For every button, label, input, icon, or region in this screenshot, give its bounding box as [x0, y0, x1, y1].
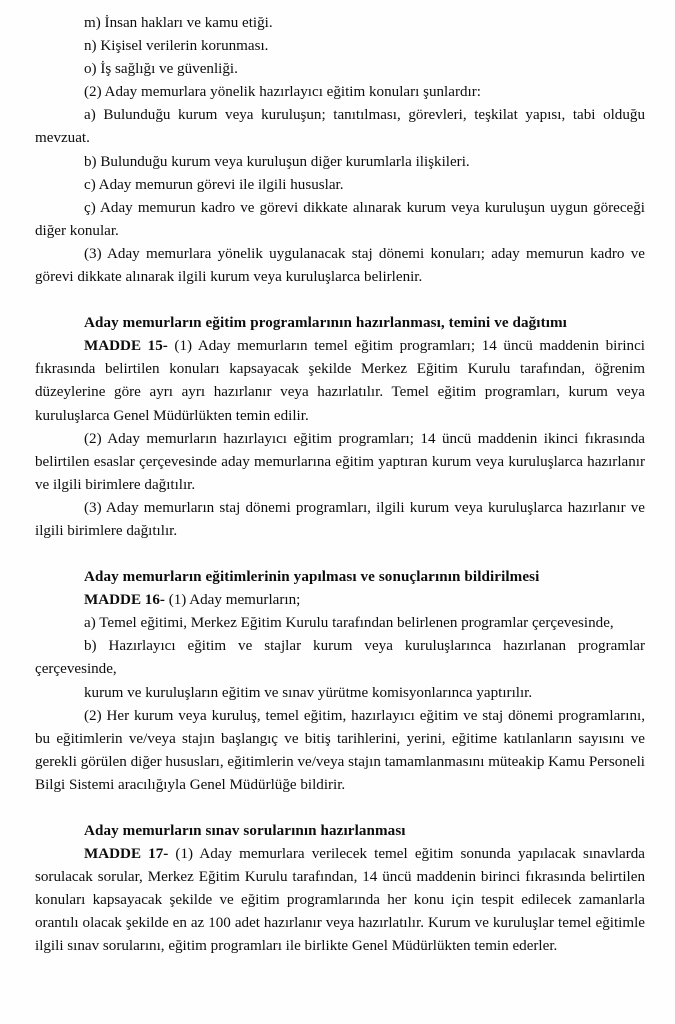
clause-3-intro: (3) Aday memurlara yönelik uygulanacak staj dönemi konuları; aday memurun kadro ve görevi dikkate alınarak ilgili kurum veya kuruluşlarca belirlenir.	[35, 245, 645, 286]
intro-item-a: a) Bulunduğu kurum veya kuruluşun; tanıtılması, görevleri, teşkilat yapısı, tabi olduğu mevzuat.	[35, 107, 645, 147]
list-item-o: o) İş sağlığı ve güvenliği.	[84, 61, 238, 78]
article-15-clause-1-text: (1) Aday memurların temel eğitim programları; 14 üncü maddenin birinci fıkrasında belirtilen konuları kapsayacak şekilde Merkez Eğitim Kurulu tarafından, öğrenim düzeylerine göre ayrı ayrı hazırlanır veya hazırlatılır. Temel eğitim programları, kurum veya kuruluşlarca Genel Müdürlükten temin edilir.	[35, 338, 645, 424]
article-15-clause-2: (2) Aday memurların hazırlayıcı eğitim programları; 14 üncü maddenin ikinci fıkrasında belirtilen esaslar çerçevesinde aday memurlarına eğitim yaptıran kurum veya kuruluşlarca hazırlanır ve ilgili birimlere dağıtılır.	[35, 430, 645, 493]
document-body	[35, 12, 645, 959]
section-spacer	[35, 797, 645, 820]
section-spacer	[35, 289, 645, 312]
article-16-closing-line: kurum ve kuruluşların eğitim ve sınav yürütme komisyonlarınca yaptırılır.	[84, 684, 533, 701]
list-item-n: n) Kişisel verilerin korunması.	[84, 38, 269, 55]
article-15-clause-1	[35, 335, 645, 427]
article-16-clause-2: (2) Her kurum veya kuruluş, temel eğitim, hazırlayıcı eğitim ve staj dönemi programlarını, bu eğitimlerin ve/veya stajın başlangıç ve bitiş tarihlerini, yerini, eğitime katılanların sayısını ve gerekli görülen diğer hususları, eğitimlerin ve/veya stajın tamamlanmasını müteakip Kamu Personeli Bilgi Sistemi aracılığıyla Genel Müdürlüğe bildirir.	[35, 707, 645, 793]
article-16-clause-1	[35, 589, 645, 612]
article-16-item-a: a) Temel eğitimi, Merkez Eğitim Kurulu tarafından belirlenen programlar çerçevesinde,	[84, 615, 614, 632]
article-15-heading: Aday memurların eğitim programlarının hazırlanması, temini ve dağıtımı	[84, 315, 567, 332]
article-17-clause-1	[35, 843, 645, 958]
article-17-heading: Aday memurların sınav sorularının hazırlanması	[84, 823, 406, 839]
article-16-label: MADDE 16-	[84, 592, 165, 609]
article-16-item-b: b) Hazırlayıcı eğitim ve stajlar kurum veya kuruluşlarınca hazırlanan programlar çerçevesinde,	[35, 638, 645, 678]
intro-item-c: c) Aday memurun görevi ile ilgili hususlar.	[84, 176, 344, 193]
intro-item-b: b) Bulunduğu kurum veya kuruluşun diğer kurumlarla ilişkileri.	[84, 153, 470, 170]
article-15-label: MADDE 15-	[84, 338, 168, 355]
article-17-label: MADDE 17-	[84, 846, 169, 863]
section-spacer	[35, 543, 645, 566]
article-16-clause-1-text: (1) Aday memurların;	[164, 592, 301, 609]
clause-2-intro: (2) Aday memurlara yönelik hazırlayıcı eğitim konuları şunlardır:	[84, 84, 481, 101]
article-16-heading: Aday memurların eğitimlerinin yapılması ve sonuçlarının bildirilmesi	[84, 569, 540, 586]
intro-item-c-cedilla: ç) Aday memurun kadro ve görevi dikkate alınarak kurum veya kuruluşun uygun göreceği diğer konular.	[35, 199, 645, 239]
article-15-clause-3: (3) Aday memurların staj dönemi programları, ilgili kurum veya kuruluşlarca hazırlanır ve ilgili birimlere dağıtılır.	[35, 499, 645, 539]
list-item-m: m) İnsan hakları ve kamu etiği.	[84, 15, 273, 31]
article-17-clause-1-text: (1) Aday memurlara verilecek temel eğitim sonunda yapılacak sınavlarda sorulacak sorular, Merkez Eğitim Kurulu tarafından, 14 üncü maddenin birinci fıkrasında belirtilen konuları kapsayacak şekilde ve eğitim programlarında her konu için tespit edilecek zamanlarla orantılı olacak şekilde en az 100 adet hazırlanır veya hazırlatılır. Kurum ve kuruluşlar temel eğitimle ilgili sınav sorularını, eğitim programları ile birlikte Genel Müdürlükten temin ederler.	[35, 846, 645, 955]
